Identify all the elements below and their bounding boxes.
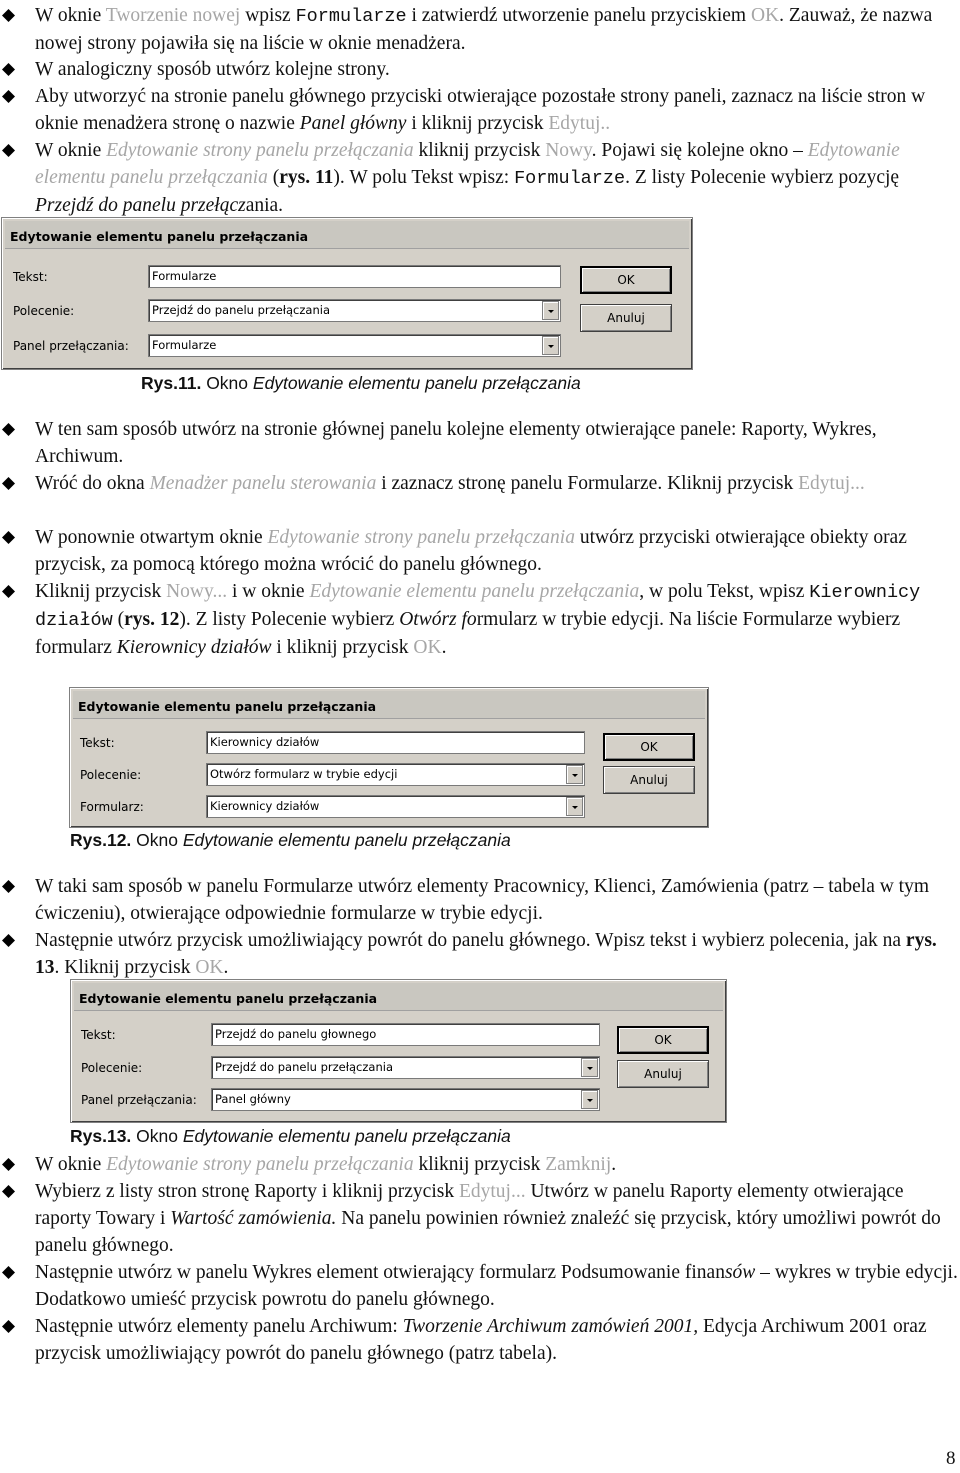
text-value: Formularze: [152, 269, 217, 283]
text-run: OK: [750, 5, 780, 26]
text-input[interactable]: [206, 731, 585, 754]
text-run: Wartość zamówienia.: [170, 1208, 337, 1229]
text-run: Kierownicy działów: [116, 637, 272, 658]
bullet-paragraph: [35, 83, 960, 137]
text-run: Następnie utwórz przycisk umożliwiający powrót do panelu głównego. Wpisz tekst i wybierz polecenia, jak na: [35, 930, 906, 951]
text-run: rmularz w trybie edycji. Na liście Formularze wybierz formularz: [35, 609, 901, 658]
diamond-bullet-icon: [2, 934, 15, 947]
dialog-title: Edytowanie elementu panelu przełączania: [73, 691, 705, 719]
third-value: Kierownicy działów: [210, 799, 320, 813]
text-run: Nowy...: [166, 581, 228, 602]
diamond-bullet-icon: [2, 90, 15, 103]
cancel-button[interactable]: Anuluj: [617, 1060, 709, 1088]
bullet-paragraph: [35, 56, 960, 83]
caption-title: Edytowanie elementu panelu przełączania: [182, 830, 511, 850]
text-run: W oknie: [35, 140, 107, 161]
text-run: Wróć do okna: [35, 473, 150, 494]
text-run: kliknij przycisk: [413, 1154, 546, 1175]
cancel-button[interactable]: Anuluj: [580, 304, 672, 332]
text-run: Kliknij przycisk: [35, 581, 167, 602]
text-run: Zauważ, że nazwa nowej strony pojawiła się na liście w oknie menadżera.: [35, 5, 933, 54]
text-value: Przejdź do panelu głownego: [215, 1027, 377, 1041]
command-value: Przejdź do panelu przełączania: [215, 1060, 393, 1074]
text-run: Edytuj..: [548, 113, 611, 134]
dialog-title: Edytowanie elementu panelu przełączania: [5, 221, 689, 249]
diamond-bullet-icon: [2, 585, 15, 598]
text-run: .: [779, 5, 785, 26]
text-run: , w polu Tekst, wpisz: [639, 581, 810, 602]
text-run: Otwórz fo: [399, 609, 477, 630]
text-run: wpisz: [240, 5, 296, 26]
text-run: (: [267, 167, 280, 188]
text-run: Następnie utwórz elementy panelu Archiwum:: [35, 1316, 403, 1337]
text-run: Wybierz z listy stron stronę Raporty i kliknij przycisk: [35, 1181, 459, 1202]
dropdown-arrow-icon[interactable]: [542, 301, 559, 320]
text-label: Tekst:: [80, 736, 115, 750]
text-run: Tworzenie Archiwum zamówień 2001,: [402, 1316, 699, 1337]
text-run: . Kliknij przycisk: [54, 957, 196, 978]
figure-caption: [70, 830, 511, 851]
third-value: Panel główny: [215, 1092, 291, 1106]
ok-button[interactable]: OK: [603, 733, 695, 761]
text-run: sów –: [724, 1262, 770, 1283]
text-run: i w oknie: [227, 581, 310, 602]
command-dropdown[interactable]: [211, 1056, 600, 1079]
caption-word: Okno: [131, 830, 183, 850]
text-run: Edytowanie elementu panelu przełączania: [35, 140, 900, 188]
bullet-paragraph: [35, 927, 960, 981]
command-dropdown[interactable]: [206, 763, 585, 786]
text-run: Aby utworzyć na stronie panelu głównego przyciski otwierające pozostałe strony paneli, zaznacz na liście stron w oknie menadżera stronę o nazwie: [35, 86, 926, 134]
text-run: W oknie: [35, 1154, 107, 1175]
bullet-paragraph: [35, 1151, 960, 1178]
dropdown-arrow-icon[interactable]: [542, 336, 559, 355]
text-run: . Pojawi się kolejne okno –: [591, 140, 808, 161]
text-run: Formularze: [514, 168, 626, 189]
text-run: Edytowanie strony panelu przełączania: [106, 1154, 414, 1175]
text-run: Edytowanie strony panelu przełączania: [267, 527, 575, 548]
figure-caption: [70, 1126, 511, 1147]
dropdown-arrow-icon[interactable]: [566, 765, 583, 784]
diamond-bullet-icon: [2, 1185, 15, 1198]
third-dropdown[interactable]: [206, 795, 585, 818]
third-dropdown[interactable]: [148, 334, 561, 357]
dropdown-arrow-icon[interactable]: [566, 797, 583, 816]
text-run: wykres w trybie edycji. Dodatkowo umieść przycisk powrotu do panelu głównego.: [35, 1262, 958, 1310]
text-run: W ponownie otwartym oknie: [35, 527, 268, 548]
caption-word: Okno: [131, 1126, 183, 1146]
text-run: Przejdź do panelu przełącz: [35, 195, 246, 216]
text-run: rys. 12: [124, 609, 180, 630]
text-run: Edycja Archiwum 2001 oraz przycisk umożliwiający powrót do panelu głównego (patrz tabela).: [35, 1316, 927, 1364]
text-run: . Z listy Polecenie wybierz pozycję: [625, 167, 900, 188]
bullet-paragraph: [35, 470, 960, 497]
text-run: W oknie: [35, 5, 106, 26]
text-run: Edytuj...: [458, 1181, 526, 1202]
text-run: i zatwierdź utworzenie panelu przyciskiem: [406, 5, 751, 26]
command-label: Polecenie:: [13, 304, 75, 318]
command-dropdown[interactable]: [148, 299, 561, 322]
third-label: Panel przełączania:: [81, 1093, 197, 1107]
text-input[interactable]: [211, 1023, 600, 1046]
diamond-bullet-icon: [2, 1320, 15, 1333]
command-value: Otwórz formularz w trybie edycji: [210, 767, 398, 781]
text-run: Panel główny: [299, 113, 407, 134]
caption-number: Rys.11.: [141, 373, 202, 393]
text-run: .: [223, 957, 229, 978]
caption-number: Rys.13.: [70, 1126, 132, 1146]
text-run: Edytowanie strony panelu przełączania: [106, 140, 414, 161]
text-run: OK: [413, 637, 442, 658]
text-run: OK: [195, 957, 224, 978]
text-run: rys. 13: [35, 930, 937, 978]
text-run: W taki sam sposób w panelu Formularze utwórz elementy Pracownicy, Klienci, Zam: [35, 876, 697, 897]
command-label: Polecenie:: [81, 1061, 143, 1075]
caption-number: Rys.12.: [70, 830, 132, 850]
caption-word: Okno: [201, 373, 253, 393]
command-label: Polecenie:: [80, 768, 142, 782]
bullet-paragraph: [35, 2, 960, 57]
third-value: Formularze: [152, 338, 217, 352]
text-run: Zamknij: [545, 1154, 612, 1175]
bullet-paragraph: [35, 1313, 960, 1367]
text-run: Kierownicy działów: [35, 582, 921, 631]
text-run: wienia (patrz – tabela w tym ćwiczeniu), otwierające odpowiednie formularze w trybie edycji.: [35, 876, 930, 924]
text-run: rys. 11: [279, 167, 334, 188]
third-dropdown[interactable]: [211, 1088, 600, 1111]
dropdown-arrow-icon[interactable]: [581, 1058, 598, 1077]
text-run: Edytowanie elementu panelu przełączania: [309, 581, 640, 602]
text-run: W analogiczny sposób utwórz kolejne strony.: [35, 59, 390, 80]
text-run: utwórz przyciski otwierające obiekty oraz przycisk, za pomocą którego można wrócić do panelu głównego.: [35, 527, 907, 575]
bullet-paragraph: [35, 137, 960, 219]
caption-title: Edytowanie elementu panelu przełączania: [252, 373, 581, 393]
figure-caption: [141, 373, 581, 394]
ok-button[interactable]: OK: [580, 266, 672, 294]
text-run: kliknij przycisk: [413, 140, 546, 161]
text-run: .: [441, 637, 447, 658]
text-run: i kliknij przycisk: [271, 637, 414, 658]
diamond-bullet-icon: [2, 9, 15, 22]
diamond-bullet-icon: [2, 477, 15, 490]
diamond-bullet-icon: [2, 1158, 15, 1171]
bullet-paragraph: [35, 578, 960, 661]
text-run: Edytuj...: [798, 473, 865, 494]
text-run: Utwórz w panelu Raporty elementy otwierające raporty Towary i: [35, 1181, 904, 1229]
text-run: ). Z listy Polecenie wybierz: [179, 609, 400, 630]
switchboard-item-dialog: [70, 979, 727, 1123]
bullet-paragraph: [35, 1178, 960, 1259]
text-run: (: [112, 609, 125, 630]
text-run: W ten sam sposób utwórz na stronie głównej panelu kolejne elementy otwierające panele: Raporty, Wykres, Archiwum.: [35, 419, 877, 467]
bullet-paragraph: [35, 416, 960, 470]
text-run: i zaznacz stronę panelu Formularze. Kliknij przycisk: [376, 473, 799, 494]
diamond-bullet-icon: [2, 1266, 15, 1279]
diamond-bullet-icon: [2, 63, 15, 76]
bullet-paragraph: [35, 873, 960, 927]
text-run: i kliknij przycisk: [406, 113, 549, 134]
text-run: Menadżer panelu sterowania: [149, 473, 377, 494]
text-run: Formularze: [295, 6, 407, 27]
bullet-paragraph: [35, 1259, 960, 1313]
text-run: Następnie utwórz w panelu Wykres element otwierający formularz Podsumowanie finan: [35, 1262, 725, 1283]
bullet-paragraph: [35, 524, 960, 578]
text-input[interactable]: [148, 265, 561, 288]
diamond-bullet-icon: [2, 423, 15, 436]
text-run: Nowy: [545, 140, 592, 161]
text-run: ). W polu Tekst wpisz:: [333, 167, 515, 188]
caption-title: Edytowanie elementu panelu przełączania: [182, 1126, 511, 1146]
text-run: Na panelu powinien również znaleźć się przycisk, który umożliwi powrót do panelu głównego.: [35, 1208, 941, 1256]
text-value: Kierownicy działów: [210, 735, 320, 749]
dialog-title: Edytowanie elementu panelu przełączania: [74, 983, 723, 1011]
switchboard-item-dialog: [1, 217, 693, 370]
text-run: ania.: [245, 195, 284, 216]
text-label: Tekst:: [81, 1028, 116, 1042]
text-run: Tworzenie nowej: [105, 5, 241, 26]
text-run: .: [611, 1154, 617, 1175]
command-value: Przejdź do panelu przełączania: [152, 303, 330, 317]
dropdown-arrow-icon[interactable]: [581, 1090, 598, 1109]
page-number: 8: [946, 1448, 956, 1469]
diamond-bullet-icon: [2, 880, 15, 893]
switchboard-item-dialog: [69, 687, 709, 828]
third-label: Formularz:: [80, 800, 144, 814]
text-label: Tekst:: [13, 270, 48, 284]
cancel-button[interactable]: Anuluj: [603, 766, 695, 794]
text-run: ó: [696, 876, 707, 897]
diamond-bullet-icon: [2, 531, 15, 544]
diamond-bullet-icon: [2, 144, 15, 157]
ok-button[interactable]: OK: [617, 1026, 709, 1054]
third-label: Panel przełączania:: [13, 339, 129, 353]
